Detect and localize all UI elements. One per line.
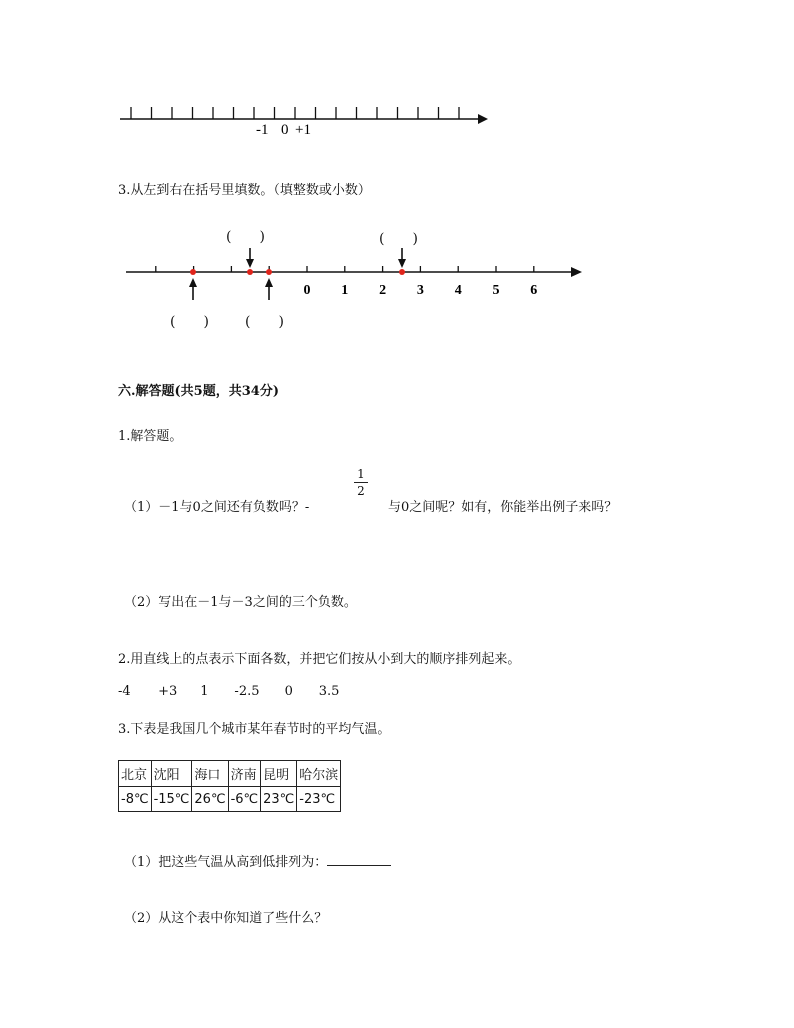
fraction-one-half: [354, 467, 368, 498]
problem-2-title: 2.用直线上的点表示下面各数，并把它们按从小到大的顺序排列起来。: [118, 652, 521, 667]
axis-tick-label: 5: [492, 283, 500, 298]
answer-blank[interactable]: [327, 853, 391, 866]
table-cell: -6℃: [228, 787, 261, 812]
axis-tick-label: 3: [416, 283, 424, 298]
answer-paren-bottom-1[interactable]: ( ): [170, 314, 209, 330]
q3-title: 3.从左到右在括号里填数。（填整数或小数）: [118, 183, 371, 198]
tick-label-plus-1: +1: [295, 122, 311, 138]
problem-3-title: 3.下表是我国几个城市某年春节时的平均气温。: [118, 722, 391, 737]
table-row-cities: [119, 761, 341, 787]
answer-paren-top-1[interactable]: ( ): [226, 229, 265, 245]
problem-1-part-2: （2）写出在－1与－3之间的三个负数。: [124, 595, 357, 610]
axis-tick-label: 0: [303, 283, 311, 298]
number-line-2: [0, 0, 794, 340]
table-cell: 北京: [119, 761, 152, 787]
point-b: [247, 269, 253, 275]
number-item: -2.5: [234, 684, 260, 699]
table-cell: 23℃: [261, 787, 297, 812]
fraction-numerator: 1: [357, 467, 365, 481]
tick-label-0: 0: [281, 122, 289, 138]
axis-tick-label: 1: [341, 283, 349, 298]
table-cell: 哈尔滨: [297, 761, 341, 787]
table-cell: 济南: [228, 761, 261, 787]
point-a: [190, 269, 196, 275]
problem-1-part-1-text: （1）－1与0之间还有负数吗？-: [124, 500, 310, 515]
section-heading: 六.解答题(共5题，共34分): [118, 384, 279, 399]
answer-paren-bottom-2[interactable]: ( ): [245, 314, 284, 330]
number-list: [118, 684, 339, 699]
problem-3-part-1: [124, 851, 391, 870]
number-item: +3: [158, 684, 178, 699]
axis-tick-label: 2: [379, 283, 387, 298]
point-d: [399, 269, 405, 275]
problem-1-title: 1.解答题。: [118, 429, 183, 444]
number-item: 3.5: [318, 684, 340, 699]
table-cell: 沈阳: [151, 761, 192, 787]
number-item: 0: [284, 684, 293, 699]
table-cell: 昆明: [261, 761, 297, 787]
tick-label-minus-1: -1: [256, 122, 269, 138]
table-cell: 26℃: [192, 787, 228, 812]
fraction-denominator: 2: [357, 484, 365, 498]
number-item: -4: [118, 684, 131, 699]
table-cell: -15℃: [151, 787, 192, 812]
point-c: [266, 269, 272, 275]
table-row-temps: [119, 787, 341, 812]
table-cell: -23℃: [297, 787, 341, 812]
problem-3-part-2: （2）从这个表中你知道了些什么？: [124, 911, 328, 926]
answer-paren-top-2[interactable]: ( ): [379, 231, 418, 247]
problem-3-part-1-text: （1）把这些气温从高到低排列为：: [124, 855, 328, 870]
problem-1-part-1-text-2: 与0之间呢？如有，你能举出例子来吗？: [388, 500, 618, 515]
fraction-bar: [354, 482, 368, 483]
number-item: 1: [200, 684, 209, 699]
temperature-table: [118, 760, 341, 812]
table-cell: -8℃: [119, 787, 152, 812]
axis-tick-label: 4: [454, 283, 462, 298]
table-cell: 海口: [192, 761, 228, 787]
axis-tick-label: 6: [530, 283, 538, 298]
